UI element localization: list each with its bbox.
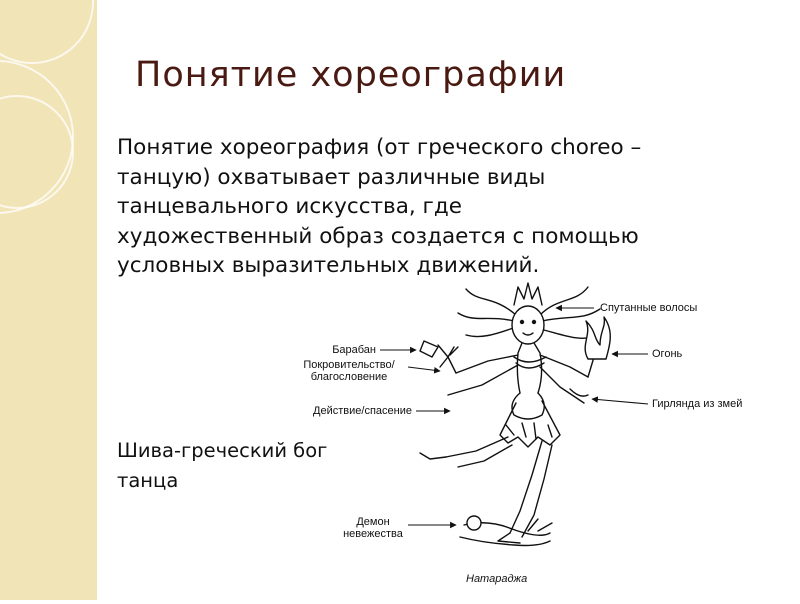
nataraja-illustration (288, 275, 800, 600)
slide-body-text: Понятие хореография (от греческого choreo –танцую) охватывает различные виды танцевального искусства, где художественный образ создается с помощью условных выразительных движений. (117, 135, 642, 278)
label-demon (338, 516, 408, 540)
label-protection (288, 359, 410, 383)
label-hair: Спутанные волосы (600, 302, 698, 314)
decorative-side-band (0, 0, 97, 600)
slide-title: Понятие хореографии (135, 55, 567, 95)
decorative-ring (0, 0, 94, 64)
label-drum: Барабан (332, 344, 376, 356)
label-demon-line2: невежества (343, 528, 403, 540)
figure-caption: Шива-греческий бог танца (117, 439, 328, 492)
nataraja-drawing (288, 275, 800, 600)
label-action: Действие/спасение (313, 405, 412, 417)
label-figure-name: Натараджа (466, 573, 528, 585)
label-protection-line1: Покровительство/ (303, 359, 395, 371)
label-garland: Гирлянда из змей (652, 398, 743, 410)
label-fire: Огонь (652, 348, 683, 360)
label-demon-line1: Демон (356, 516, 390, 528)
label-protection-line2: благословение (310, 371, 388, 383)
